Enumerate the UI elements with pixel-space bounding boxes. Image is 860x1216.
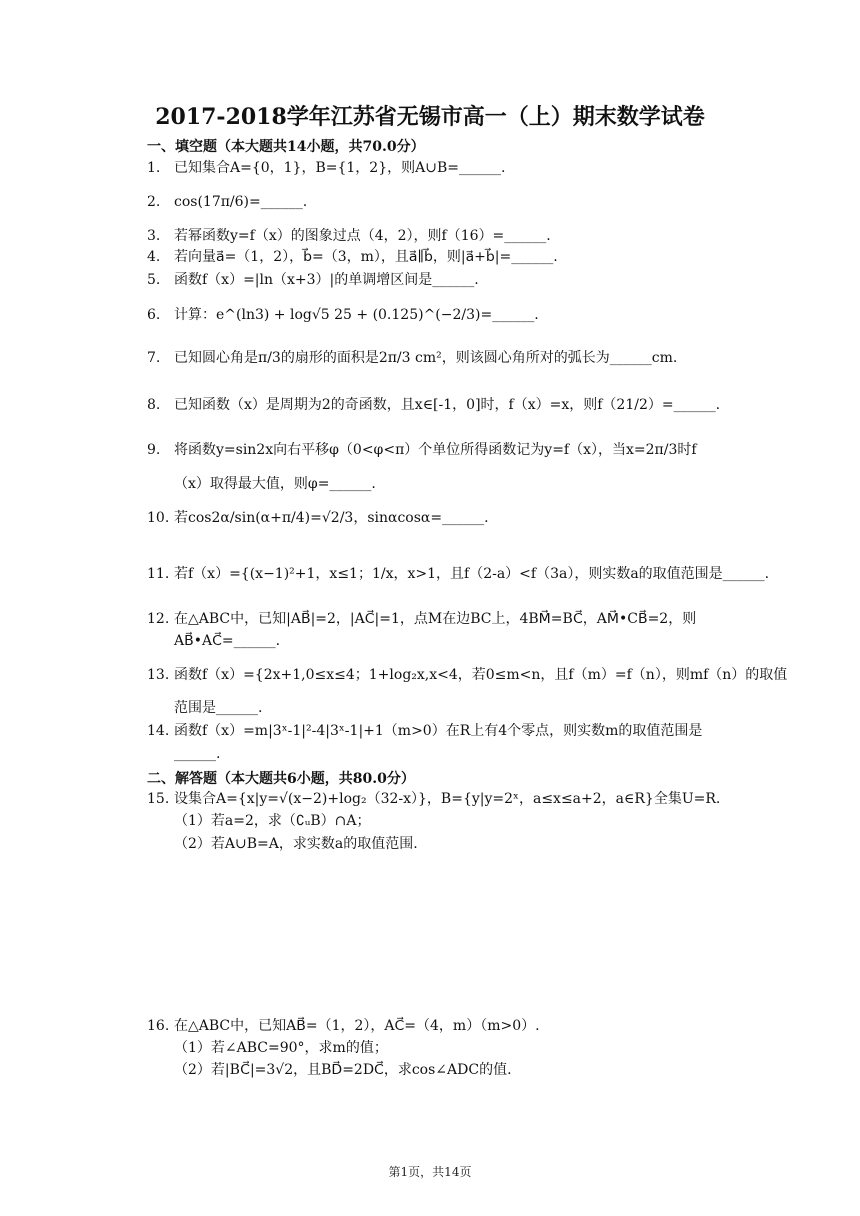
question-text: 在△ABC中，已知AB⃗=（1，2），AC⃗=（4，m）（m>0）. <box>174 1018 540 1034</box>
question-number: 16. <box>147 1018 170 1034</box>
question-15-part-1: （1）若a=2，求（∁ᵤB）∩A； <box>174 813 371 829</box>
question-text: 函数f（x）=m|3ˣ-1|²-4|3ˣ-1|+1（m>0）在R上有4个零点，则实数m的取值范围是 <box>174 723 703 739</box>
page-footer: 第1页，共14页 <box>388 1165 472 1179</box>
question-text: 函数f（x）=|ln（x+3）|的单调增区间是______. <box>174 272 479 288</box>
question-13 <box>147 665 787 685</box>
question-2 <box>147 192 307 212</box>
question-16 <box>147 1016 540 1036</box>
question-text: 已知圆心角是π/3的扇形的面积是2π/3 cm²，则该圆心角所对的弧长为______cm. <box>174 350 678 366</box>
question-4 <box>147 247 558 267</box>
question-number: 5. <box>147 272 161 288</box>
question-number: 3. <box>147 228 161 244</box>
question-text: cos(17π/6)=______. <box>174 194 308 210</box>
question-15 <box>147 789 720 809</box>
question-text: 已知函数（x）是周期为2的奇函数，且x∈[-1，0]时，f（x）=x，则f（21/2）=______. <box>174 397 721 413</box>
question-text: 若cos2α/sin(α+π/4)=√2/3，sinαcosα=______. <box>174 510 489 526</box>
section-answer: 二、解答题（本大题共6小题，共80.0分） <box>147 771 415 787</box>
question-number: 12. <box>147 611 170 627</box>
question-5 <box>147 270 479 290</box>
question-number: 4. <box>147 249 161 265</box>
question-7 <box>147 348 677 368</box>
question-9 <box>147 440 697 460</box>
question-text: 若幂函数y=f（x）的图象过点（4，2），则f（16）=______. <box>174 228 551 244</box>
question-16-part-1: （1）若∠ABC=90°，求m的值； <box>174 1040 388 1056</box>
question-number: 13. <box>147 667 170 683</box>
question-number: 7. <box>147 350 161 366</box>
question-text: 在△ABC中，已知|AB⃗|=2，|AC⃗|=1，点M在边BC上，4BM⃗=BC⃗，AM⃗•CB⃗=2，则 <box>174 611 697 627</box>
question-number: 15. <box>147 791 170 807</box>
question-text: 已知集合A={0，1}，B={1，2}，则A∪B=______. <box>174 160 506 176</box>
question-10 <box>147 508 489 528</box>
question-text: 函数f（x）={2x+1,0≤x≤4；1+log₂x,x<4，若0≤m<n，且f（m）=f（n），则mf（n）的取值 <box>174 667 788 683</box>
question-number: 2. <box>147 194 161 210</box>
question-number: 9. <box>147 442 161 458</box>
question-number: 11. <box>147 566 170 582</box>
question-number: 6. <box>147 307 161 323</box>
question-11 <box>147 564 769 584</box>
question-14-continued: ______. <box>174 746 221 762</box>
question-text: 将函数y=sin2x向右平移φ（0<φ<π）个单位所得函数记为y=f（x），当x=2π/3时f <box>174 442 697 458</box>
question-text: 若向量a⃗=（1，2），b⃗=（3，m），且a⃗∥b⃗，则|a⃗+b⃗|=______. <box>174 249 558 265</box>
question-3 <box>147 226 551 246</box>
question-text: 计算：e^(ln3) + log√5 25 + (0.125)^(−2/3)=______. <box>174 307 539 323</box>
question-text: 若f（x）={(x−1)²+1，x≤1；1/x，x>1，且f（2-a）<f（3a），则实数a的取值范围是______. <box>174 566 770 582</box>
question-6 <box>147 305 539 325</box>
question-8 <box>147 395 720 415</box>
question-1 <box>147 158 505 178</box>
question-number: 1. <box>147 160 161 176</box>
page-title: 2017-2018学年江苏省无锡市高一（上）期末数学试卷 <box>155 104 705 130</box>
question-12-continued: AB⃗•AC⃗=______. <box>174 633 281 649</box>
question-text: 设集合A={x|y=√(x−2)+log₂（32-x）}，B={y|y=2ˣ，a≤x≤a+2，a∈R}全集U=R. <box>174 791 721 807</box>
question-9-continued: （x）取得最大值，则φ=______. <box>174 476 376 492</box>
question-16-part-2: （2）若|BC⃗|=3√2，且BD⃗=2DC⃗，求cos∠ADC的值. <box>174 1062 512 1078</box>
question-14 <box>147 721 702 741</box>
question-12 <box>147 609 696 629</box>
section-fill-in: 一、填空题（本大题共14小题，共70.0分） <box>147 139 425 155</box>
question-number: 10. <box>147 510 170 526</box>
question-number: 14. <box>147 723 170 739</box>
question-13-continued: 范围是______. <box>174 700 263 716</box>
question-15-part-2: （2）若A∪B=A，求实数a的取值范围. <box>174 836 418 852</box>
question-number: 8. <box>147 397 161 413</box>
